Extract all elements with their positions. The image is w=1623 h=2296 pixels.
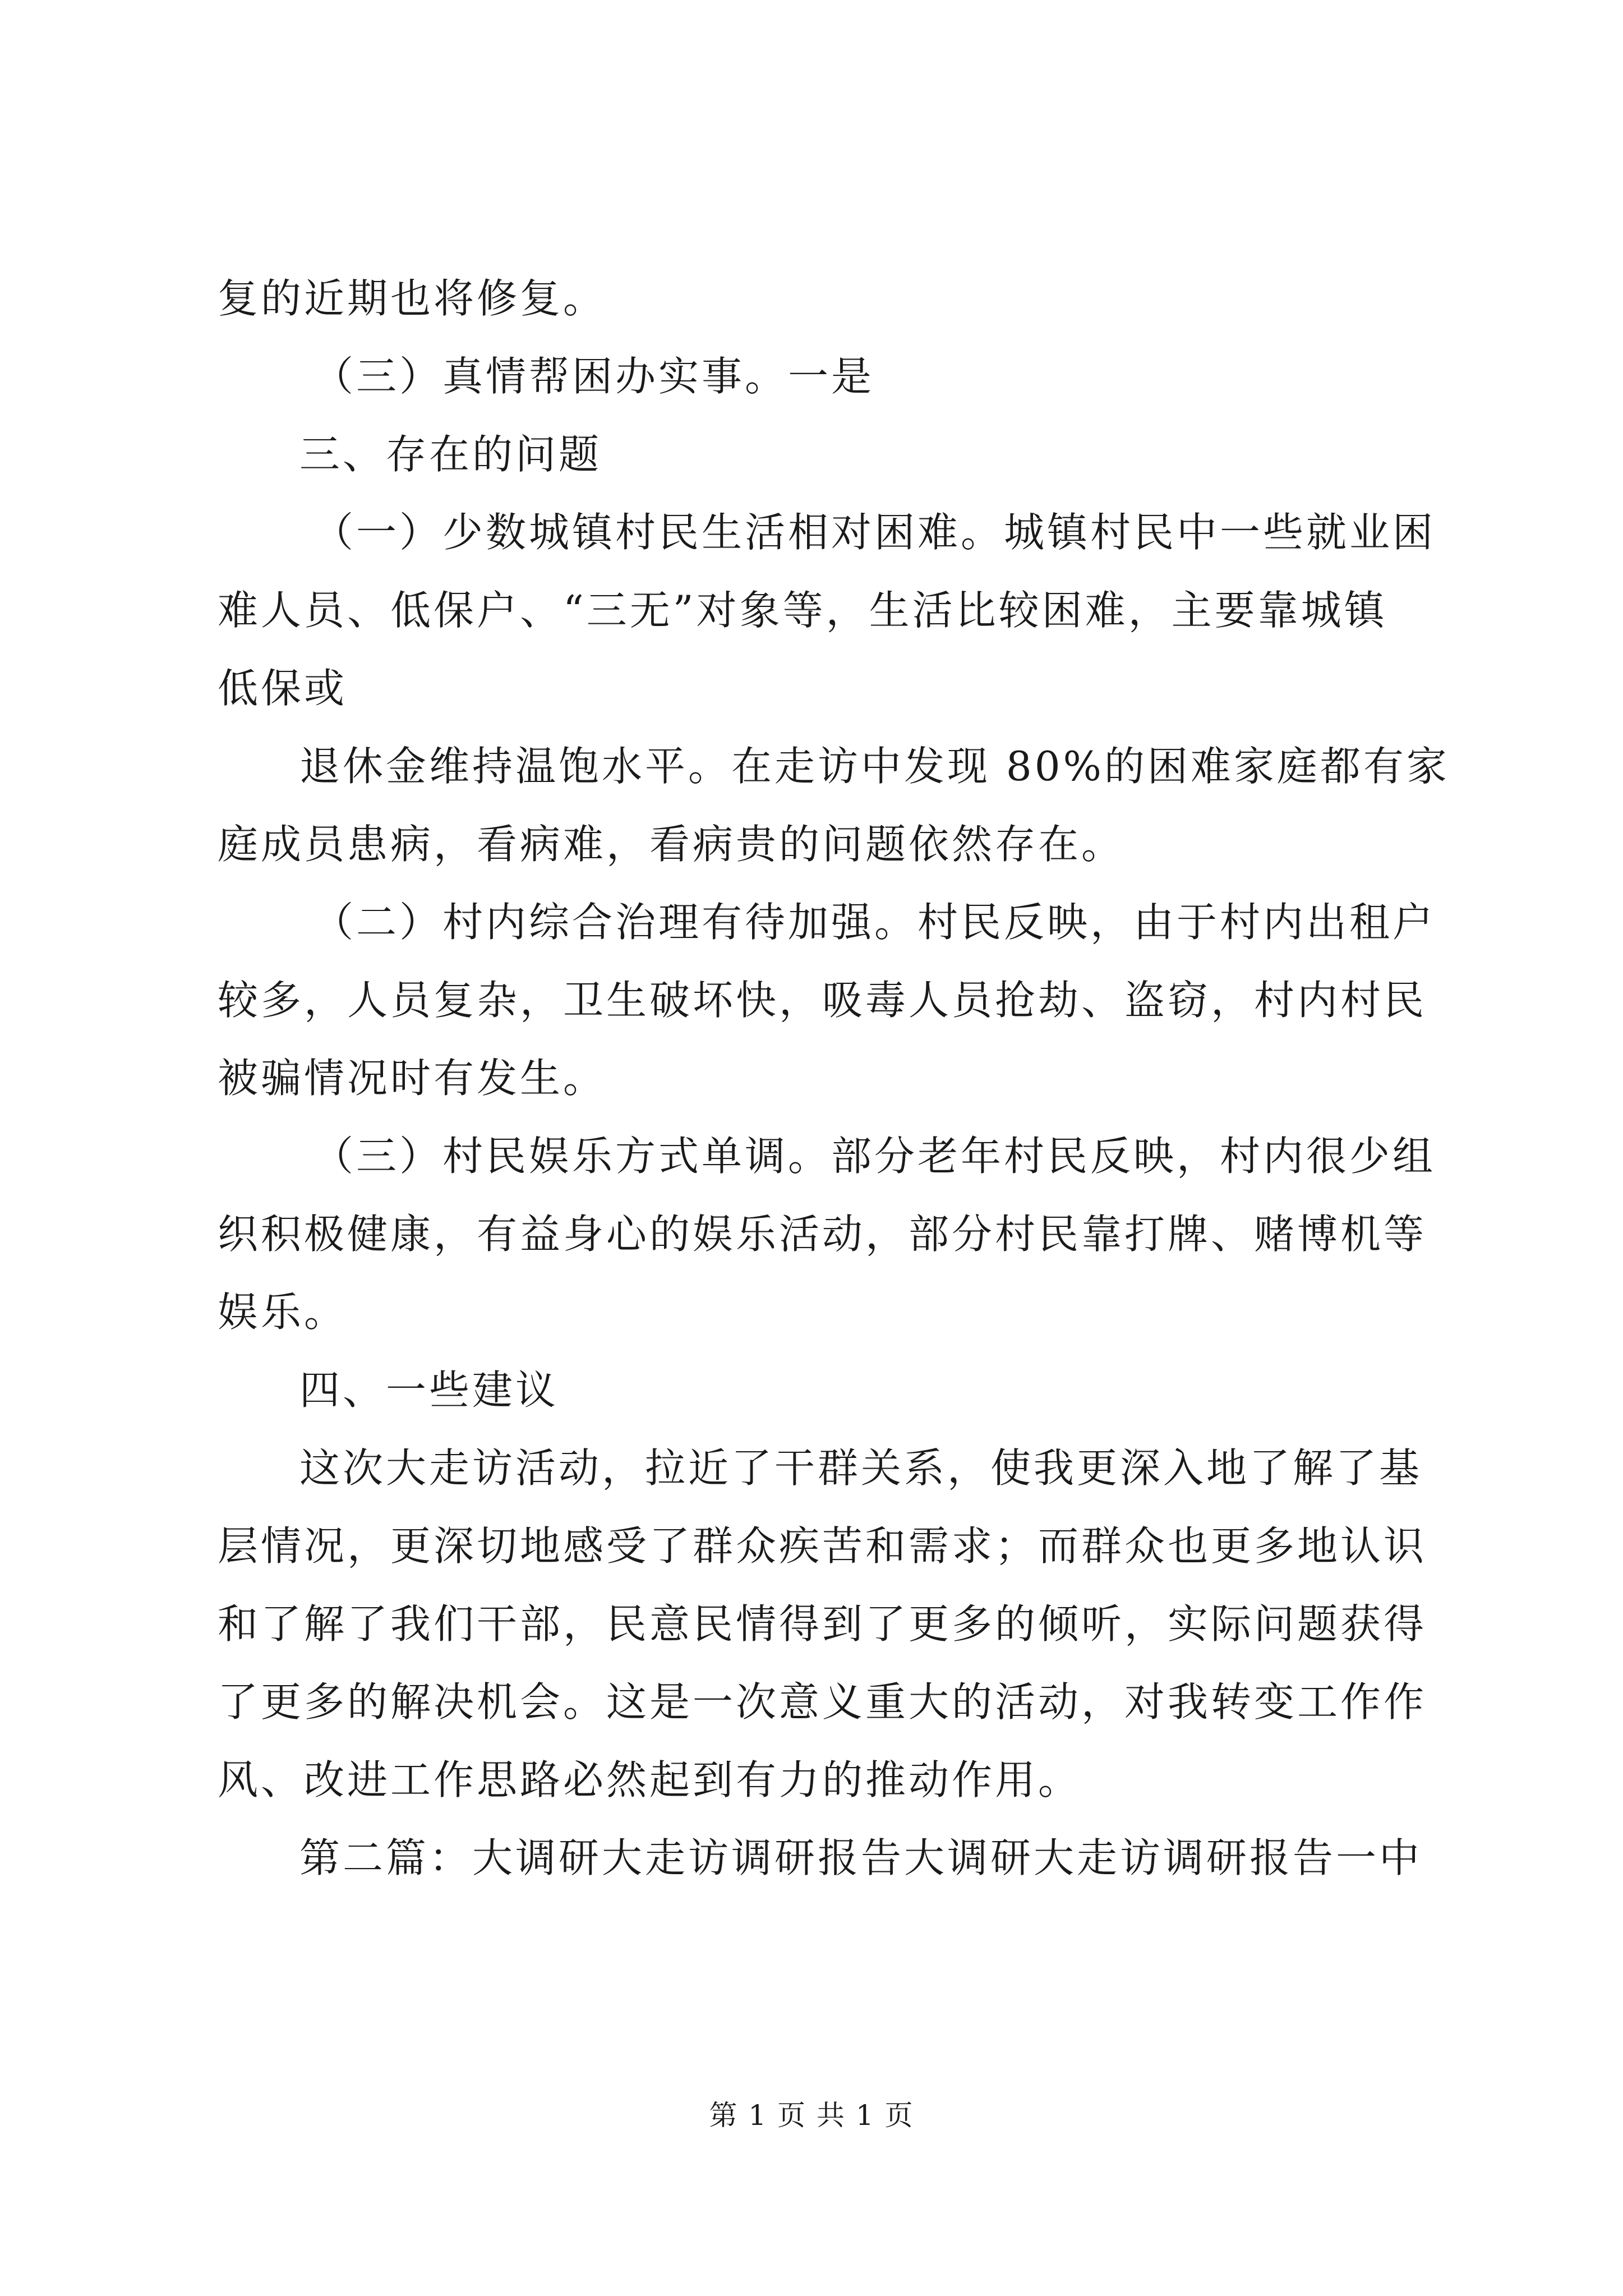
text-line: 层情况，更深切地感受了群众疾苦和需求；而群众也更多地认识 <box>218 1522 1427 1570</box>
page-footer: 第 1 页 共 1 页 <box>709 2099 914 2132</box>
text-line: 低保或 <box>218 665 348 712</box>
text-line: 织积极健康，有益身心的娱乐活动，部分村民靠打牌、赌博机等 <box>218 1211 1427 1258</box>
section-heading: 四、一些建议 <box>299 1366 559 1414</box>
text-line: 被骗情况时有发生。 <box>218 1055 607 1102</box>
text-line: 第二篇：大调研大走访调研报告大调研大走访调研报告一中 <box>299 1834 1423 1881</box>
section-heading: （三）真情帮困办实事。一是 <box>313 353 875 400</box>
section-heading: 三、存在的问题 <box>299 431 602 478</box>
text-line: 庭成员患病，看病难，看病贵的问题依然存在。 <box>218 821 1125 868</box>
text-line: 退休金维持温饱水平。在走访中发现 80%的困难家庭都有家 <box>299 743 1450 790</box>
text-line: （二）村内综合治理有待加强。村民反映，由于村内出租户 <box>313 899 1436 946</box>
text-line: 了更多的解决机会。这是一次意义重大的活动，对我转变工作作 <box>218 1678 1427 1726</box>
text-line: 娱乐。 <box>218 1289 348 1336</box>
text-line: 风、改进工作思路必然起到有力的推动作用。 <box>218 1756 1082 1803</box>
text-line: 较多，人员复杂，卫生破坏快，吸毒人员抢劫、盗窃，村内村民 <box>218 977 1427 1024</box>
text-line: 难人员、低保户、“三无”对象等，生活比较困难，主要靠城镇 <box>218 587 1387 634</box>
text-line: 这次大走访活动，拉近了干群关系，使我更深入地了解了基 <box>299 1444 1423 1492</box>
text-line: 和了解了我们干部，民意民情得到了更多的倾听，实际问题获得 <box>218 1600 1427 1648</box>
text-line: 复的近期也将修复。 <box>218 275 607 322</box>
text-line: （一）少数城镇村民生活相对困难。城镇村民中一些就业困 <box>313 509 1436 556</box>
text-line: （三）村民娱乐方式单调。部分老年村民反映，村内很少组 <box>313 1133 1436 1180</box>
